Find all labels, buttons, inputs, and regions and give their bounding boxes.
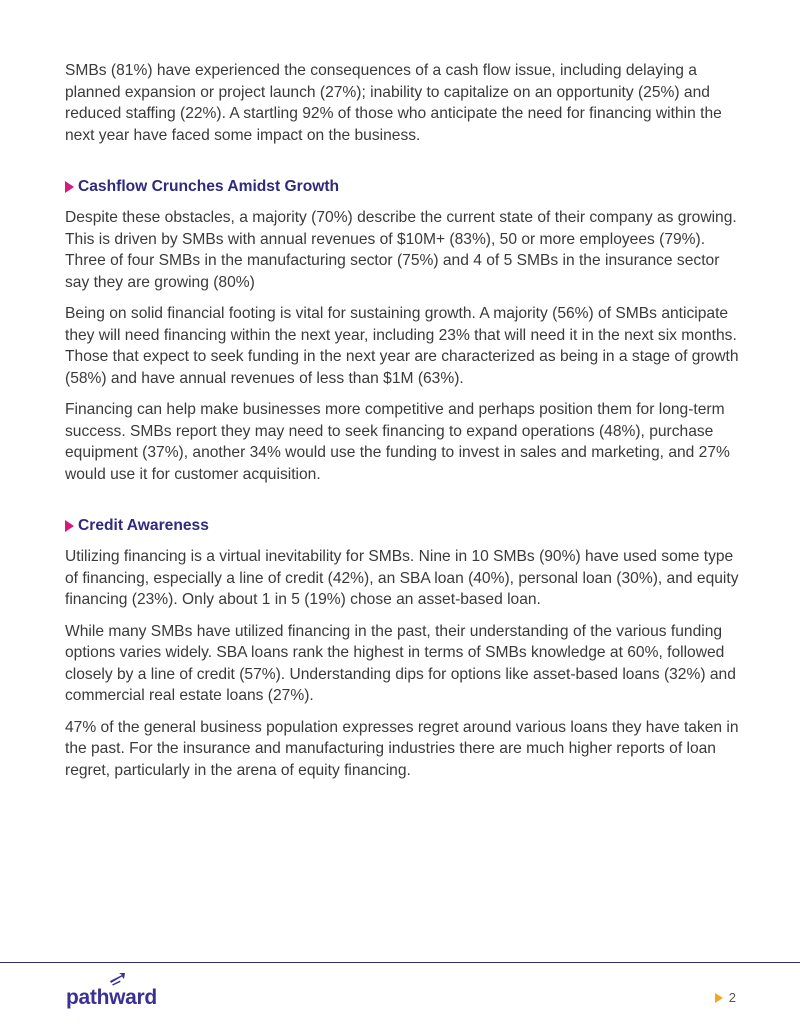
- cashflow-paragraph-2: Being on solid financial footing is vital for sustaining growth. A majority (56%) of SMBs anticipate they will need financing within the next year, including 23% that will need it in the next six months. Those that expect to seek funding in the next year are characterized as being in a stage of growth (58%) and have annual revenues of less than $1M (63%).: [65, 305, 739, 387]
- credit-paragraph-2: While many SMBs have utilized financing in the past, their understanding of the various funding options varies widely. SBA loans rank the highest in terms of SMBs knowledge at 60%, followed closely by a line of credit (57%). Understanding dips for options like asset-based loans (32%) and commercial real estate loans (27%).: [65, 622, 736, 704]
- page-number-block: [715, 991, 736, 1005]
- pathward-logo: [66, 972, 166, 1012]
- cashflow-paragraph-1: Despite these obstacles, a majority (70%) describe the current state of their company as growing. This is driven by SMBs with annual revenues of $10M+ (83%), 50 or more employees (79%). Three of four SMBs in the manufacturing sector (75%) and 4 of 5 SMBs in the insurance sector say they are growing (80%): [65, 209, 737, 291]
- cashflow-paragraph-3: Financing can help make businesses more competitive and perhaps position them for long-term success. SMBs report they may need to seek financing to expand operations (48%), purchase equipment (37%), another 34% would use the funding to invest in sales and marketing, and 27% would use it for customer acquisition.: [65, 401, 730, 483]
- section-heading-label: Credit Awareness: [78, 517, 209, 534]
- intro-paragraph: SMBs (81%) have experienced the consequences of a cash flow issue, including delaying a planned expansion or project launch (27%); inability to capitalize on an opportunity (25%) and reduced staffing (22%). A startling 92% of those who anticipate the need for financing within the next year have faced some impact on the business.: [65, 62, 722, 144]
- section-heading-label: Cashflow Crunches Amidst Growth: [78, 178, 340, 195]
- triangle-right-icon: [715, 993, 723, 1003]
- triangle-right-icon: [65, 181, 74, 193]
- section-heading-cashflow: [65, 176, 740, 198]
- section-heading-credit: [65, 515, 740, 537]
- credit-paragraph-3: 47% of the general business population expresses regret around various loans they have taken in the past. For the insurance and manufacturing industries there are much higher reports of loan regret, particularly in the arena of equity financing.: [65, 718, 739, 779]
- logo-arrow-mark-icon: [108, 972, 126, 986]
- logo-wordmark: pathward: [66, 986, 157, 1009]
- document-body: [65, 60, 740, 791]
- footer-divider: [0, 962, 800, 963]
- credit-paragraph-1: Utilizing financing is a virtual inevitability for SMBs. Nine in 10 SMBs (90%) have used some type of financing, especially a line of credit (42%), an SBA loan (40%), personal loan (30%), and equity financing (23%). Only about 1 in 5 (19%) chose an asset-based loan.: [65, 548, 739, 608]
- page-number: 2: [728, 990, 736, 1005]
- triangle-right-icon: [65, 520, 74, 532]
